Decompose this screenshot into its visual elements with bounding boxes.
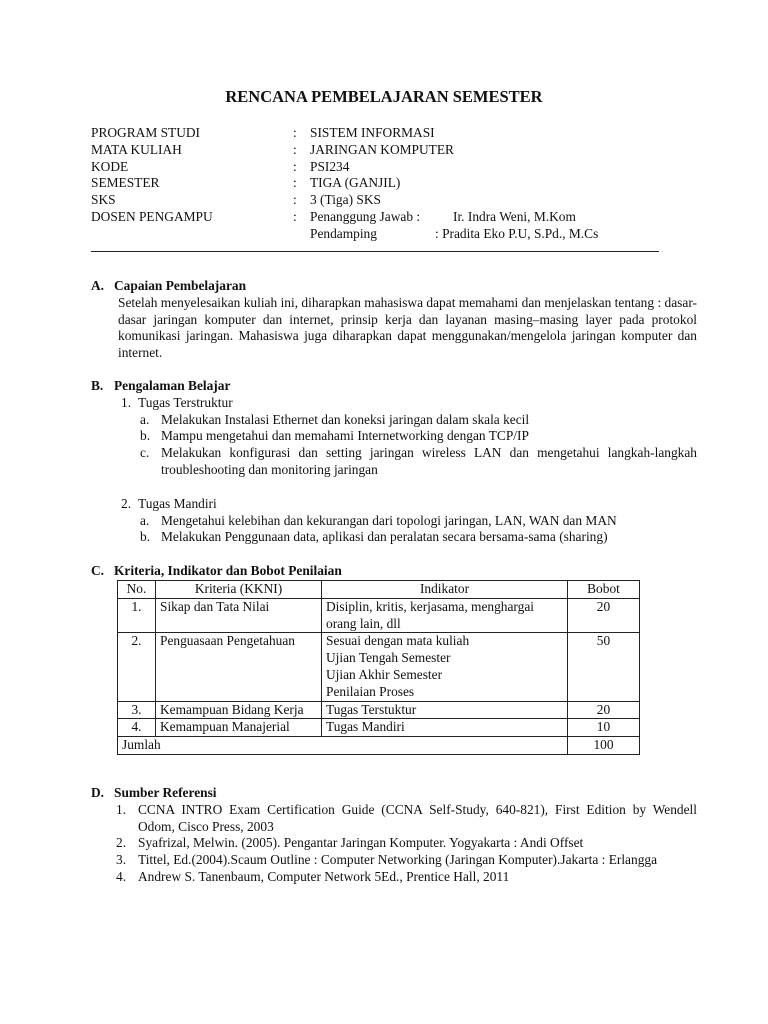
table-header-cell: Kriteria (KKNI) [156,581,322,599]
reference-item [91,802,697,836]
reference-item [91,869,697,886]
section-heading [91,278,697,295]
cell-kriteria: Penguasaan Pengetahuan [156,633,322,701]
section-letter: B. [91,378,104,393]
table-header-row [118,581,640,599]
cell-indikator: Sesuai dengan mata kuliah Ujian Tengah Semester Ujian Akhir Semester Penilaian Proses [322,633,568,701]
document-title: RENCANA PEMBELAJARAN SEMESTER [225,87,543,106]
cell-bobot: 10 [568,719,640,737]
info-value: SISTEM INFORMASI [310,125,435,140]
cell-indikator: Disiplin, kritis, kerjasama, menghargai orang lain, dll [322,598,568,633]
info-label: SEMESTER [91,175,160,191]
list-item [91,496,697,513]
spacer [91,479,697,496]
header-divider [91,251,659,252]
reference-text: Syafrizal, Melwin. (2005). Pengantar Jaringan Komputer. Yogyakarta : Andi Offset [138,835,584,851]
reference-text: Andrew S. Tanenbaum, Computer Network 5Ed., Prentice Hall, 2011 [138,868,510,884]
info-row-pendamping [91,226,691,243]
reference-text: Tittel, Ed.(2004).Scaum Outline : Computer Networking (Jaringan Komputer).Jakarta : Erlangga [138,852,658,868]
list-item [91,395,697,412]
section-heading [91,563,697,580]
sub-list-text: Mengetahui kelebihan dan kekurangan dari topologi jaringan, LAN, WAN dan MAN [161,512,617,528]
section-letter: A. [91,278,105,293]
dosen-pj-label: Penanggung Jawab : [310,208,421,224]
criteria-table [117,580,640,755]
sub-list-item [91,513,697,530]
sub-list-item [91,412,697,429]
reference-number: 4. [116,868,127,884]
info-label: MATA KULIAH [91,141,182,157]
info-value: TIGA (GANJIL) [310,175,401,191]
info-value: JARINGAN KOMPUTER [310,141,454,157]
sub-list-item [91,445,697,479]
reference-number: 3. [116,852,127,868]
info-row-mata-kuliah [91,142,691,159]
info-value: PSI234 [310,158,350,174]
table-header-cell: No. [118,581,156,599]
section-body: Setelah menyelesaikan kuliah ini, diharapkan mahasiswa dapat memahami dan menjelaskan tentang : dasar-dasar jaringan komputer dan internet, prinsip kerja dan layanan masing–masing layer pada protokol komunikasi jaringan. Mahasiswa juga diharapkan dapat menggunakan/mengelola jaringan komputer dan internet. [118,294,697,361]
list-title: Tugas Terstruktur [138,394,233,410]
info-row-sks [91,192,691,209]
cell-kriteria: Kemampuan Bidang Kerja [156,701,322,719]
info-colon: : [293,158,297,174]
cell-no: 4. [118,719,156,737]
sub-list-text: Melakukan konfigurasi dan setting jaringan wireless LAN dan mengetahui langkah-langkah troubleshooting dan monitoring jaringan [161,445,697,477]
info-colon: : [293,208,297,224]
sub-list-letter: b. [140,529,151,545]
sub-list-letter: c. [140,445,150,461]
info-row-dosen-pengampu [91,209,691,226]
cell-no: 3. [118,701,156,719]
cell-total-value: 100 [568,737,640,755]
section-heading [91,378,697,395]
section-title: Sumber Referensi [114,785,217,800]
table-row [118,598,640,633]
cell-total-label: Jumlah [118,737,568,755]
table-row [118,701,640,719]
table-header-cell: Bobot [568,581,640,599]
section-kriteria-penilaian [91,563,697,580]
section-pengalaman-belajar [91,378,697,546]
sub-list-letter: b. [140,428,151,444]
cell-indikator: Tugas Terstuktur [322,701,568,719]
table-row [118,719,640,737]
section-title: Capaian Pembelajaran [114,278,247,293]
reference-number: 2. [116,835,127,851]
info-colon: : [293,125,297,140]
course-info [91,125,691,243]
list-number: 1. [121,394,132,410]
list-title: Tugas Mandiri [138,495,217,511]
section-heading [91,785,697,802]
section-letter: D. [91,785,105,800]
sub-list-item [91,529,697,546]
cell-bobot: 50 [568,633,640,701]
list-number: 2. [121,495,132,511]
section-title: Kriteria, Indikator dan Bobot Penilaian [114,563,342,578]
section-sumber-referensi [91,785,697,886]
table-header-cell: Indikator [322,581,568,599]
sub-list-letter: a. [140,512,150,528]
cell-indikator: Tugas Mandiri [322,719,568,737]
sub-list-text: Melakukan Instalasi Ethernet dan koneksi jaringan dalam skala kecil [161,411,530,427]
cell-bobot: 20 [568,598,640,633]
sub-list-text: Mampu mengetahui dan memahami Internetworking dengan TCP/IP [161,428,529,444]
info-label: DOSEN PENGAMPU [91,208,213,224]
info-colon: : [293,141,297,157]
table-total-row [118,737,640,755]
reference-number: 1. [116,801,127,817]
info-row-program-studi [91,125,691,142]
reference-item [91,835,697,852]
cell-kriteria: Sikap dan Tata Nilai [156,598,322,633]
section-letter: C. [91,563,105,578]
reference-item [91,852,697,869]
sub-list-letter: a. [140,411,150,427]
dosen-pd-value: : Pradita Eko P.U, S.Pd., M.Cs [435,225,599,241]
reference-text: CCNA INTRO Exam Certification Guide (CCNA Self-Study, 640-821), First Edition by Wendell Odom, Cisco Press, 2003 [138,801,697,834]
info-label: PROGRAM STUDI [91,125,201,140]
info-label: KODE [91,158,129,174]
section-capaian-pembelajaran [91,278,697,362]
cell-bobot: 20 [568,701,640,719]
info-row-kode [91,159,691,176]
dosen-pj-value: Ir. Indra Weni, M.Kom [453,208,576,224]
info-colon: : [293,175,297,191]
info-colon: : [293,192,297,208]
table-row [118,633,640,701]
cell-no: 1. [118,598,156,633]
sub-list-text: Melakukan Penggunaan data, aplikasi dan peralatan secara bersama-sama (sharing) [161,529,608,545]
info-label: SKS [91,192,116,208]
info-value: 3 (Tiga) SKS [310,192,381,208]
dosen-pd-label: Pendamping [310,225,377,241]
cell-kriteria: Kemampuan Manajerial [156,719,322,737]
section-title: Pengalaman Belajar [114,378,231,393]
cell-no: 2. [118,633,156,701]
info-row-semester [91,175,691,192]
sub-list-item [91,428,697,445]
